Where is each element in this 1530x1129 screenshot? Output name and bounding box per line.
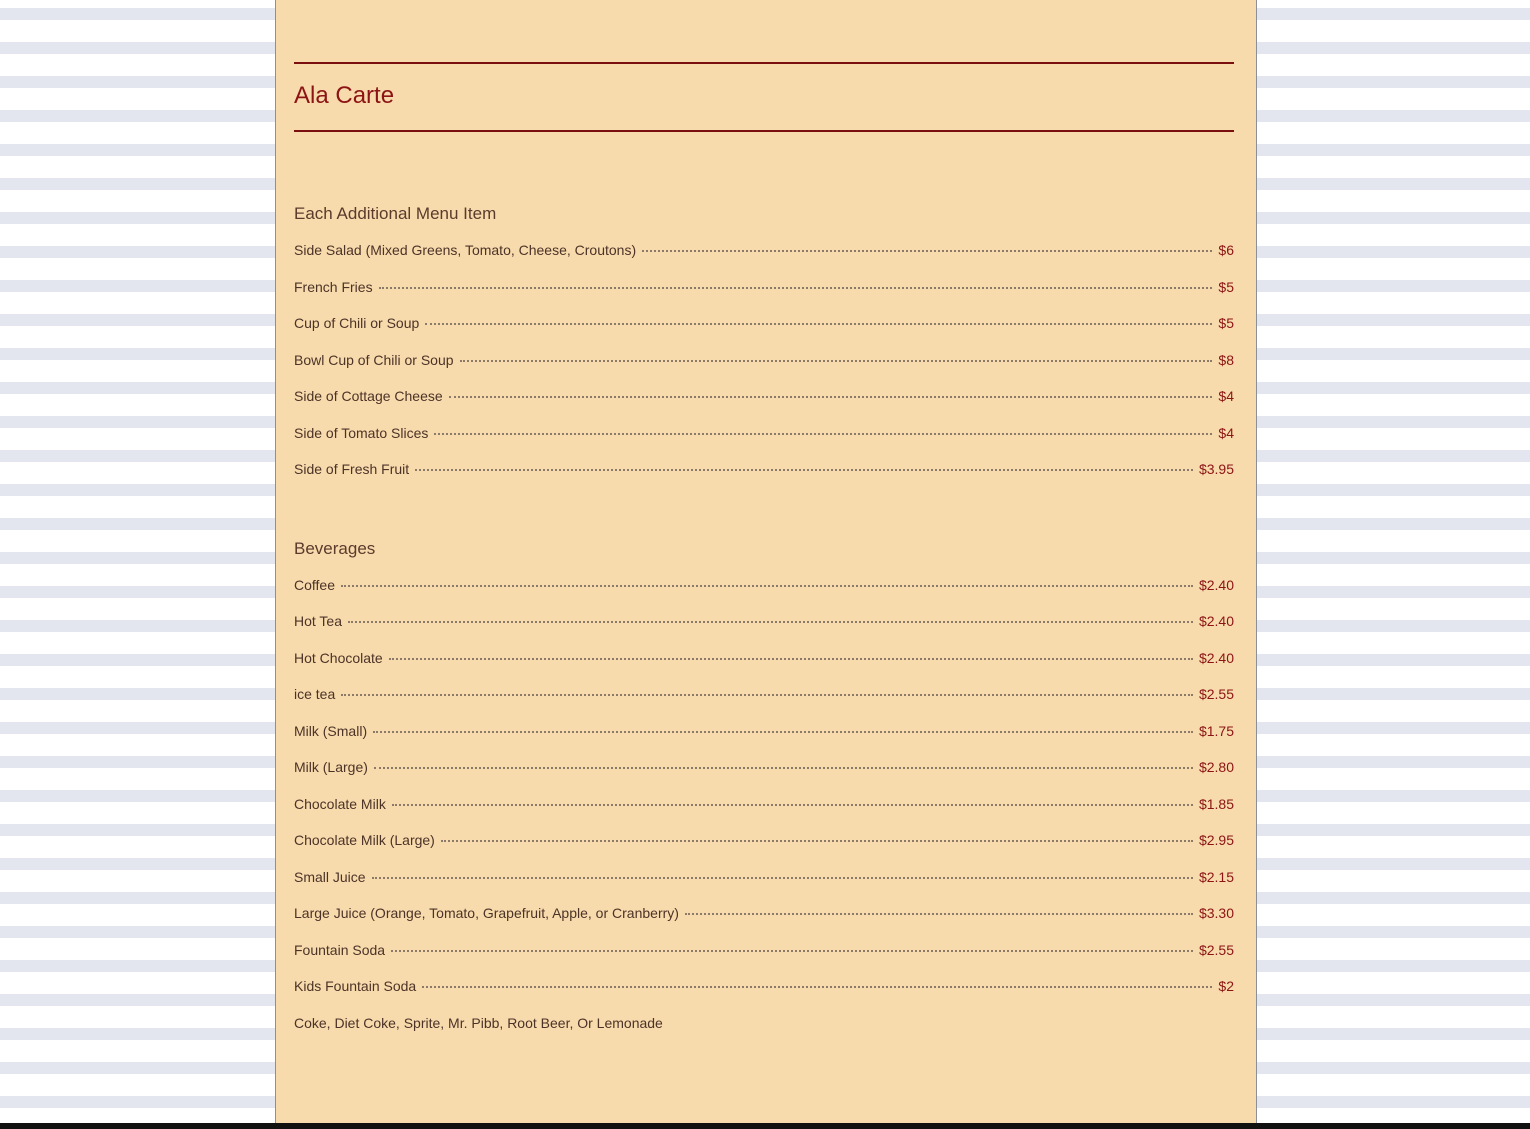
- menu-item-price: $2.95: [1198, 832, 1234, 848]
- menu-item: [294, 759, 1234, 781]
- menu-item-price: $1.85: [1198, 796, 1234, 812]
- menu-item-name: Cup of Chili or Soup: [294, 315, 420, 331]
- menu-item: [294, 905, 1234, 927]
- menu-item-name: ice tea: [294, 686, 336, 702]
- dot-leader: [379, 287, 1213, 289]
- menu-item-price: $6: [1218, 242, 1234, 258]
- menu-item-price: $4: [1218, 388, 1234, 404]
- menu-item-name: Chocolate Milk: [294, 796, 386, 812]
- menu-item-price: $5: [1218, 315, 1234, 331]
- menu-item: [294, 978, 1234, 1000]
- menu-panel: [275, 0, 1257, 1123]
- dot-leader: [392, 804, 1193, 806]
- dot-leader: [441, 840, 1193, 842]
- menu-item: [294, 388, 1234, 410]
- menu-item-name: Hot Tea: [294, 613, 342, 629]
- dot-leader: [685, 913, 1193, 915]
- menu-item-name: Hot Chocolate: [294, 650, 383, 666]
- menu-item-name: Chocolate Milk (Large): [294, 832, 435, 848]
- dot-leader: [422, 986, 1212, 988]
- dot-leader: [425, 323, 1212, 325]
- dot-leader: [372, 877, 1193, 879]
- menu-item-name: Fountain Soda: [294, 942, 386, 958]
- menu-item-name: Large Juice (Orange, Tomato, Grapefruit, Apple, or Cranberry): [294, 905, 679, 921]
- dot-leader: [434, 433, 1212, 435]
- menu-item-name: Coffee: [294, 577, 335, 593]
- menu-item-name: Small Juice: [294, 869, 366, 885]
- menu-item-price: $8: [1218, 352, 1234, 368]
- section-header: [294, 62, 1234, 132]
- group-title-additional-items: Each Additional Menu Item: [294, 204, 497, 223]
- menu-item: [294, 613, 1234, 635]
- section-title: Ala Carte: [294, 82, 395, 109]
- menu-item: [294, 686, 1234, 708]
- menu-item-name: Milk (Large): [294, 759, 368, 775]
- menu-item-name: Bowl Cup of Chili or Soup: [294, 352, 454, 368]
- menu-item: [294, 650, 1234, 672]
- menu-item: [294, 723, 1234, 745]
- menu-item: [294, 577, 1234, 599]
- menu-item-price: $2.40: [1198, 577, 1234, 593]
- menu-item: [294, 315, 1234, 337]
- menu-item-price: $2.80: [1198, 759, 1234, 775]
- menu-item: [294, 279, 1234, 301]
- menu-item-price: $2: [1218, 978, 1234, 994]
- menu-item-name: Side of Fresh Fruit: [294, 461, 410, 477]
- dot-leader: [460, 360, 1213, 362]
- menu-item-price: $2.55: [1198, 942, 1234, 958]
- menu-item-name: Side of Cottage Cheese: [294, 388, 443, 404]
- dot-leader: [341, 694, 1193, 696]
- dot-leader: [449, 396, 1213, 398]
- menu-item: [294, 425, 1234, 447]
- dot-leader: [373, 731, 1193, 733]
- menu-item-price: $3.30: [1198, 905, 1234, 921]
- menu-item-price: $5: [1218, 279, 1234, 295]
- menu-item-price: $2.15: [1198, 869, 1234, 885]
- dot-leader: [642, 250, 1212, 252]
- menu-item: [294, 352, 1234, 374]
- bottom-bar: [0, 1123, 1530, 1129]
- menu-item-price: $1.75: [1198, 723, 1234, 739]
- menu-item-price: $2.55: [1198, 686, 1234, 702]
- menu-item-price: $2.40: [1198, 650, 1234, 666]
- menu-item-price: $4: [1218, 425, 1234, 441]
- menu-item: [294, 461, 1234, 483]
- menu-item: [294, 242, 1234, 264]
- menu-item-name: Side of Tomato Slices: [294, 425, 429, 441]
- dot-leader: [389, 658, 1193, 660]
- menu-item-price: $3.95: [1198, 461, 1234, 477]
- menu-item: [294, 942, 1234, 964]
- group-title-beverages: Beverages: [294, 539, 376, 558]
- menu-item: [294, 796, 1234, 818]
- menu-item: [294, 869, 1234, 891]
- menu-item-name: Kids Fountain Soda: [294, 978, 417, 994]
- background-pattern-left: [0, 0, 275, 1123]
- dot-leader: [374, 767, 1193, 769]
- menu-item-name: Milk (Small): [294, 723, 368, 739]
- menu-item-price: $2.40: [1198, 613, 1234, 629]
- menu-item-name: Side Salad (Mixed Greens, Tomato, Cheese, Croutons): [294, 242, 637, 258]
- menu-item: [294, 832, 1234, 854]
- beverage-note: Coke, Diet Coke, Sprite, Mr. Pibb, Root Beer, Or Lemonade: [294, 1015, 663, 1031]
- dot-leader: [391, 950, 1193, 952]
- dot-leader: [415, 469, 1193, 471]
- menu-item-name: French Fries: [294, 279, 373, 295]
- dot-leader: [348, 621, 1193, 623]
- background-pattern-right: [1257, 0, 1530, 1123]
- dot-leader: [341, 585, 1193, 587]
